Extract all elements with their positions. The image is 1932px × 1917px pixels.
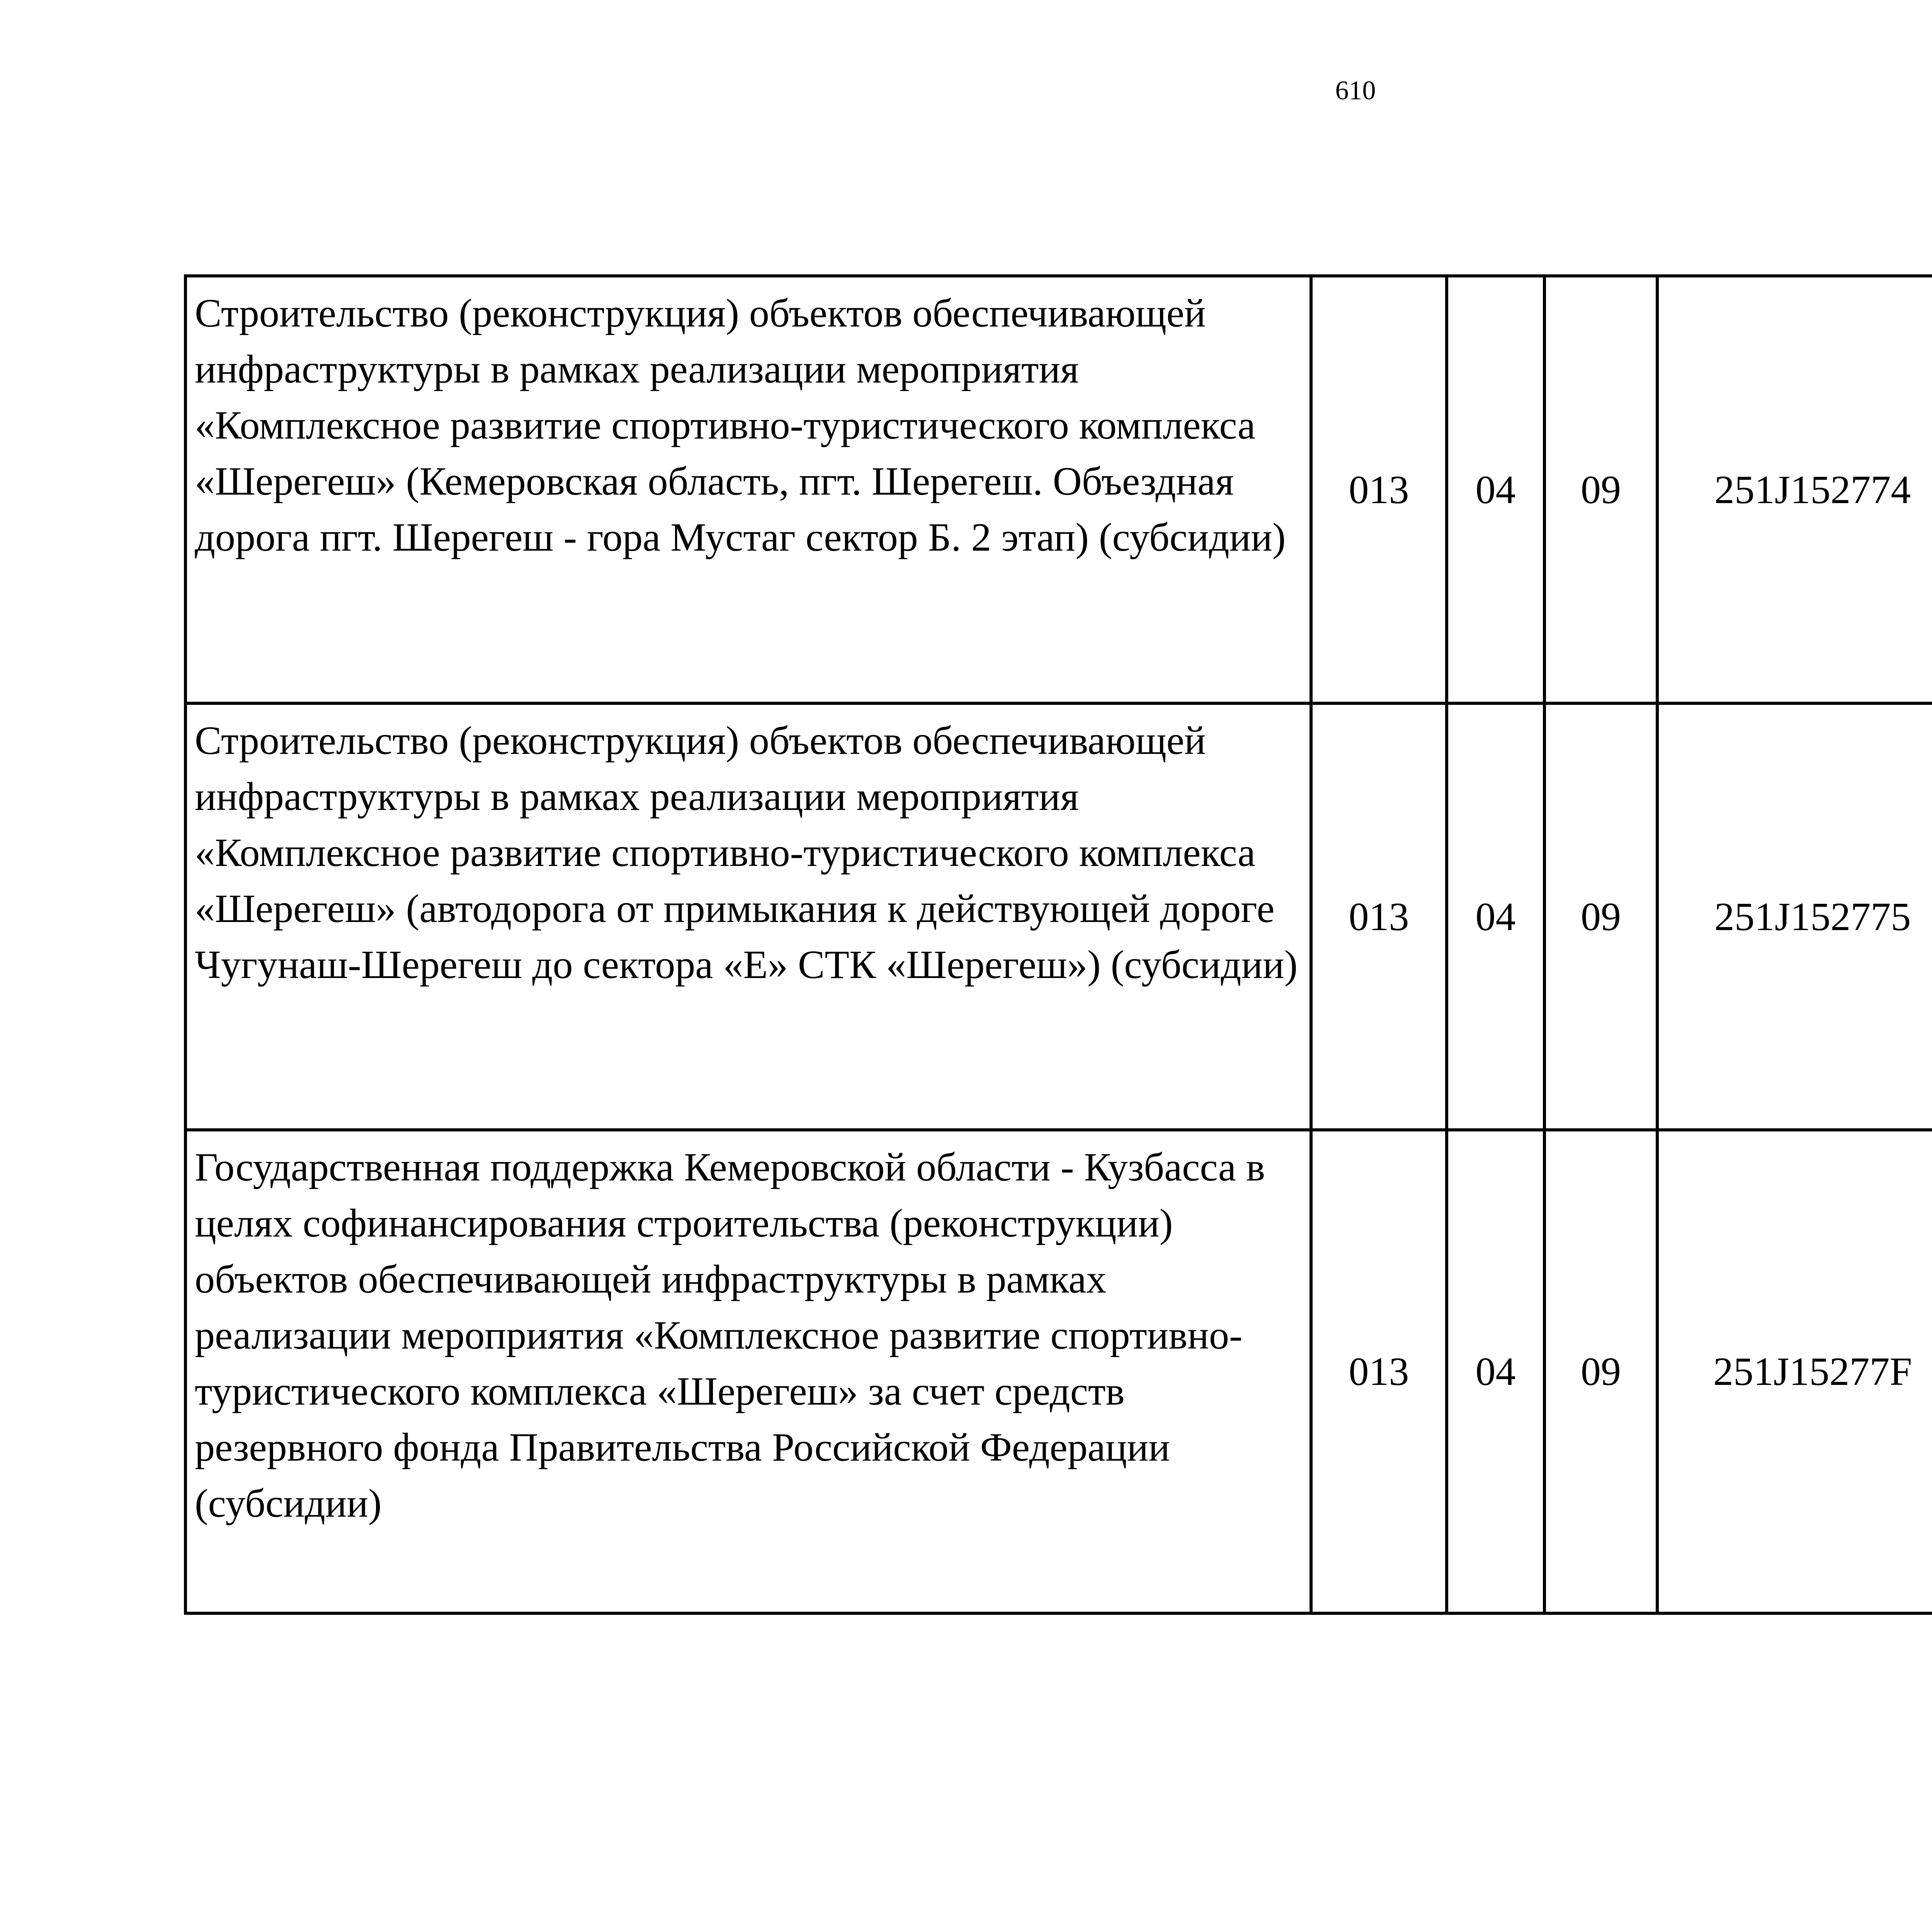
row-description: Строительство (реконструкция) объектов обеспечивающей инфраструктуры в рамках реализации мероприятия «Комплексное развитие спортивно-туристического комплекса «Шерегеш» (автодорога от примыкания к действующей дороге Чугунаш-Шерегеш до сектора «Е» СТК «Шерегеш») (субсидии) [185, 703, 1311, 1130]
budget-table [184, 274, 1932, 1615]
row-description: Государственная поддержка Кемеровской области - Кузбасса в целях софинансирования строительства (реконструкции) объектов обеспечивающей инфраструктуры в рамках реализации мероприятия «Комплексное развитие спортивно-туристического комплекса «Шерегеш» за счет средств резервного фонда Правительства Российской Федерации (субсидии) [185, 1130, 1311, 1613]
target-article-code: 251J15277F [1657, 1130, 1932, 1613]
ministry-code: 013 [1311, 276, 1447, 703]
target-article-code: 251J152774 [1657, 276, 1932, 703]
subsection-code: 09 [1544, 1130, 1657, 1613]
ministry-code: 013 [1311, 703, 1447, 1130]
target-article-code: 251J152775 [1657, 703, 1932, 1130]
subsection-code: 09 [1544, 703, 1657, 1130]
table-row [185, 1130, 1932, 1613]
section-code: 04 [1447, 1130, 1544, 1613]
subsection-code: 09 [1544, 276, 1657, 703]
table-row [185, 276, 1932, 703]
table-row [185, 703, 1932, 1130]
section-code: 04 [1447, 703, 1544, 1130]
row-description: Строительство (реконструкция) объектов обеспечивающей инфраструктуры в рамках реализации мероприятия «Комплексное развитие спортивно-туристического комплекса «Шерегеш» (Кемеровская область, пгт. Шерегеш. Объездная дорога пгт. Шерегеш - гора Мустаг сектор Б. 2 этап) (субсидии) [185, 276, 1311, 703]
section-code: 04 [1447, 276, 1544, 703]
ministry-code: 013 [1311, 1130, 1447, 1613]
page-number: 610 [1335, 76, 1376, 105]
